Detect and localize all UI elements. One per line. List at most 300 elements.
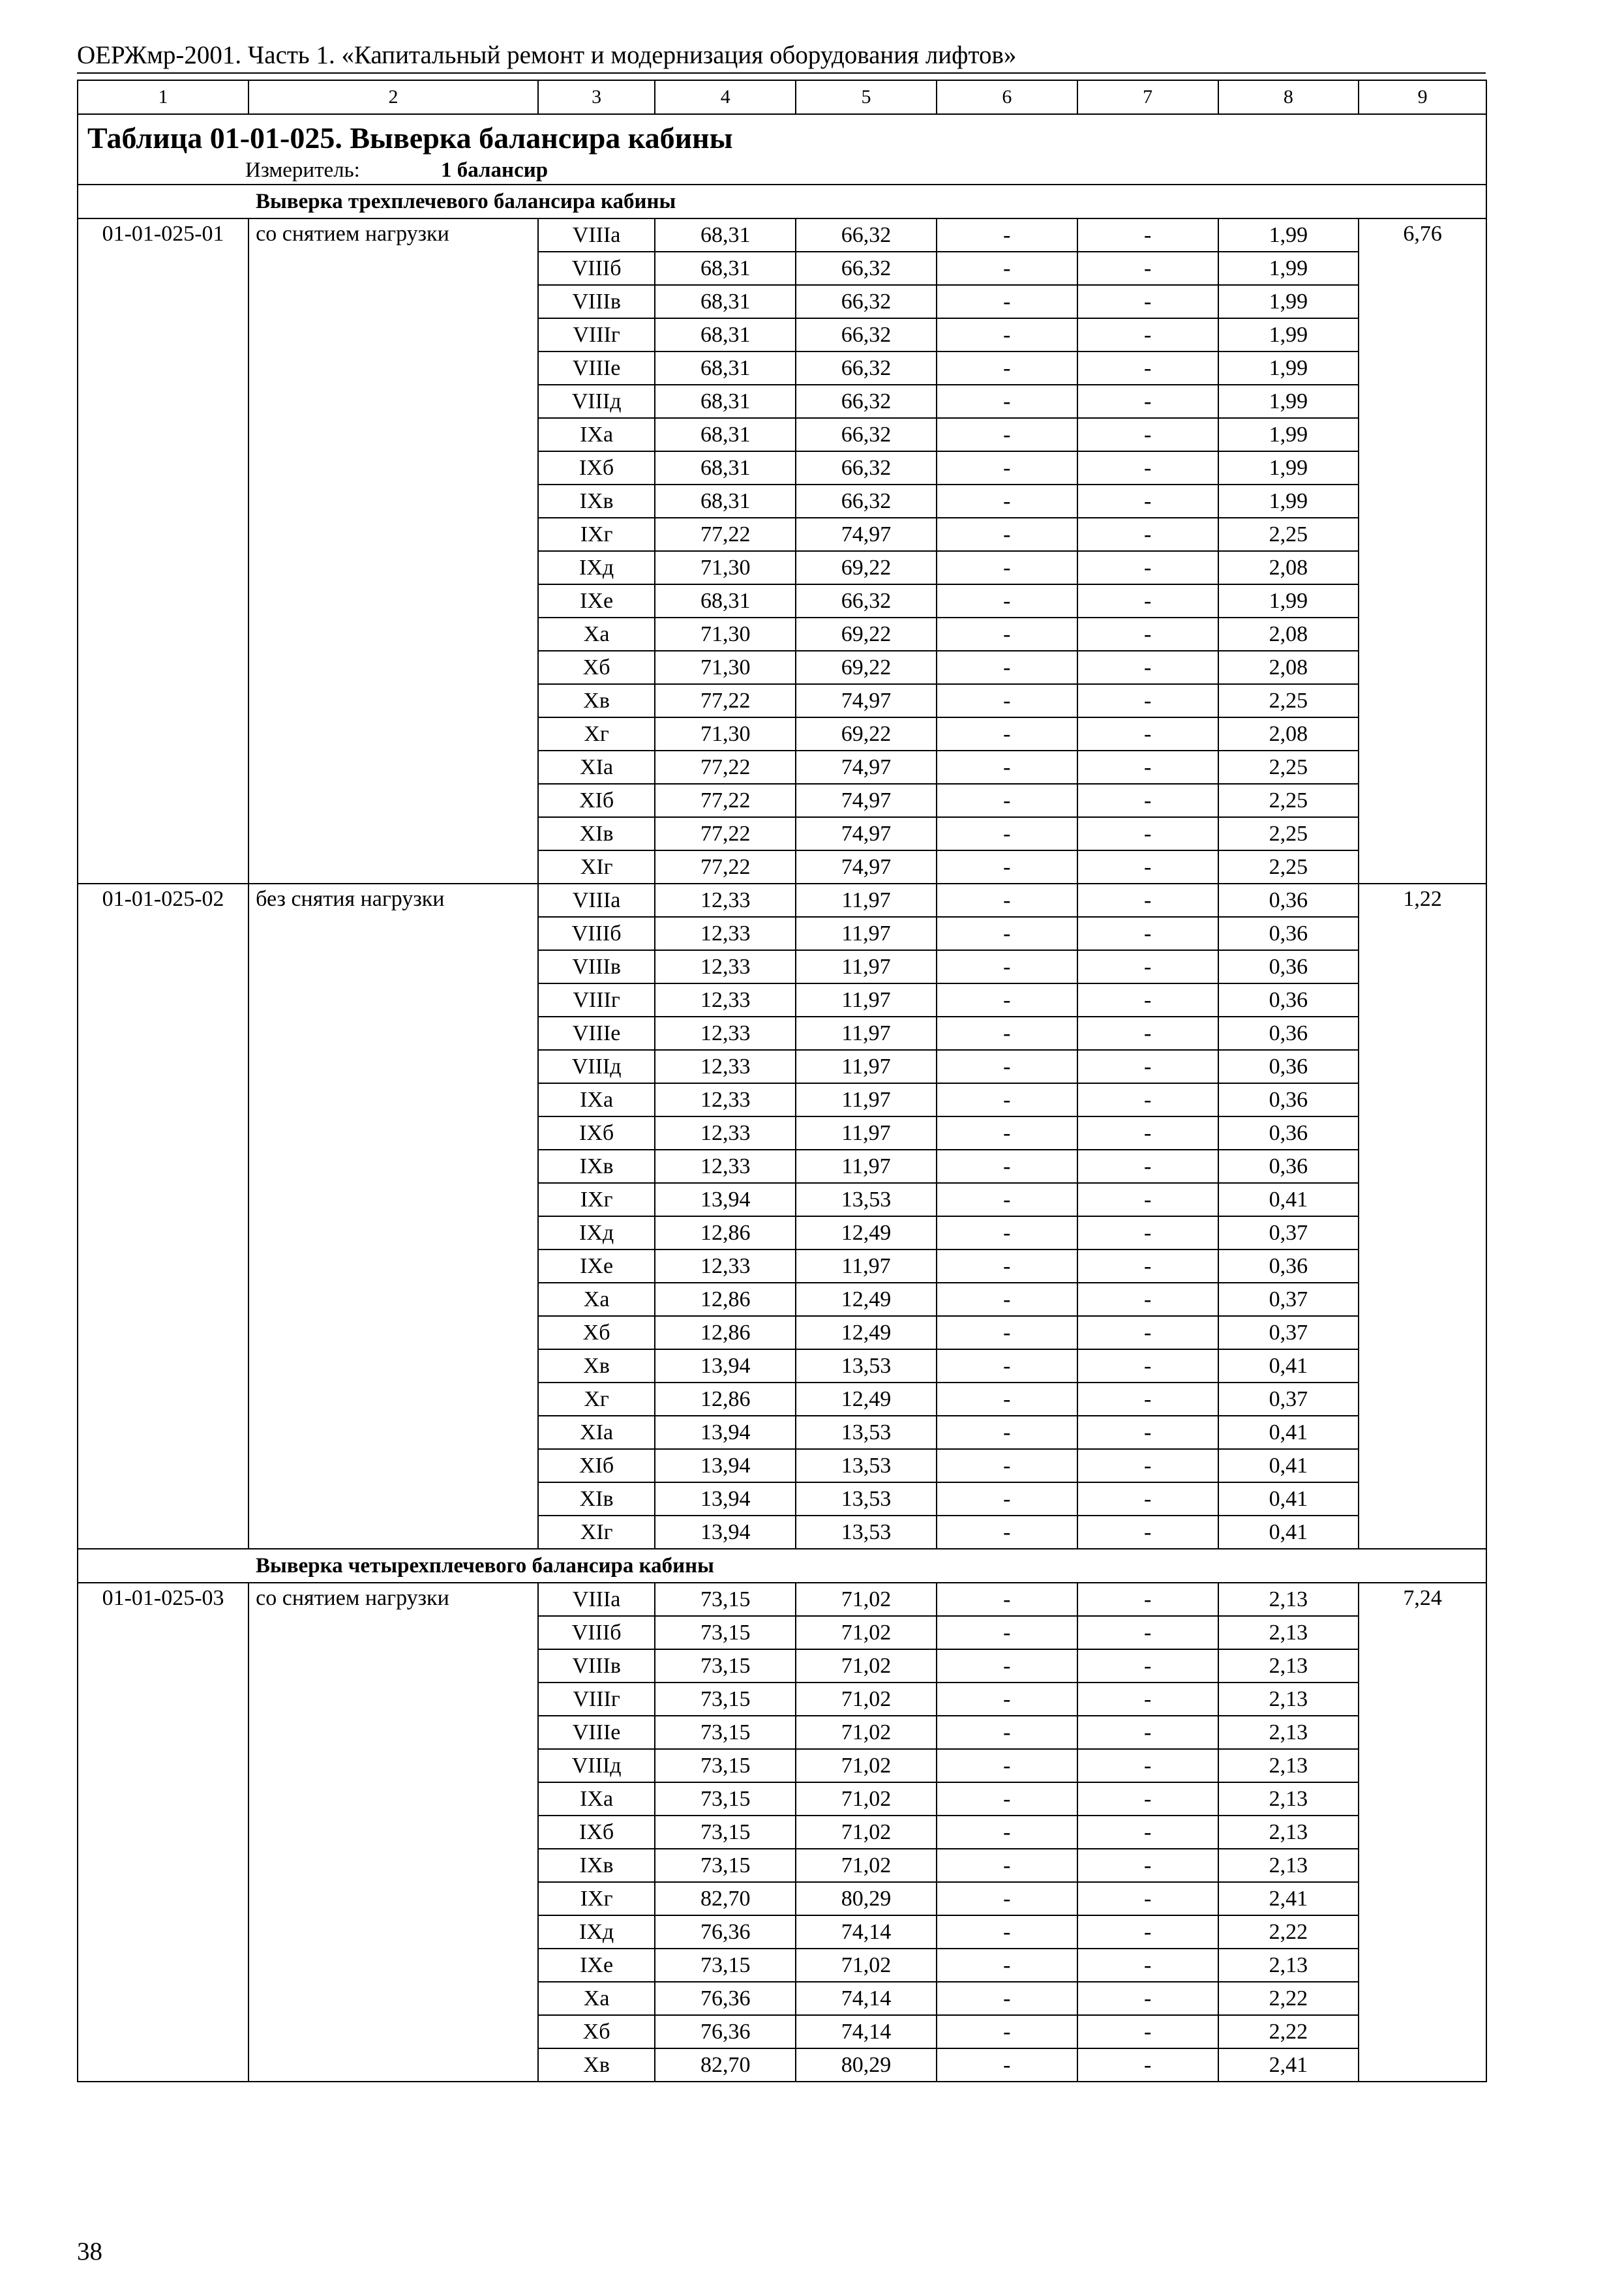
category-cell: IXд [538, 551, 655, 584]
category-cell: XIа [538, 1416, 655, 1449]
wage-cost-cell: 12,49 [796, 1383, 937, 1416]
machinist-wage-cell: - [1077, 1982, 1218, 2015]
category-cell: IXе [538, 1949, 655, 1982]
wage-cost-cell: 11,97 [796, 1116, 937, 1150]
wage-cost-cell: 66,32 [796, 252, 937, 285]
wage-cost-cell: 11,97 [796, 1249, 937, 1283]
machine-cost-cell: - [937, 285, 1077, 318]
materials-cost-cell: 2,08 [1218, 717, 1359, 751]
category-cell: VIIIг [538, 318, 655, 352]
category-cell: VIIIв [538, 285, 655, 318]
total-cost-cell: 13,94 [655, 1449, 796, 1482]
wage-cost-cell: 66,32 [796, 352, 937, 385]
wage-cost-cell: 71,02 [796, 1649, 937, 1683]
machinist-wage-cell: - [1077, 451, 1218, 485]
total-cost-cell: 68,31 [655, 385, 796, 418]
machinist-wage-cell: - [1077, 1583, 1218, 1616]
machine-cost-cell: - [937, 385, 1077, 418]
total-cost-cell: 13,94 [655, 1482, 796, 1516]
machinist-wage-cell: - [1077, 352, 1218, 385]
total-cost-cell: 68,31 [655, 418, 796, 451]
rate-code: 01-01-025-02 [78, 884, 248, 1549]
category-cell: Xв [538, 2048, 655, 2082]
materials-cost-cell: 0,37 [1218, 1216, 1359, 1249]
machinist-wage-cell: - [1077, 1949, 1218, 1982]
materials-cost-cell: 0,36 [1218, 983, 1359, 1017]
materials-cost-cell: 0,41 [1218, 1449, 1359, 1482]
total-cost-cell: 77,22 [655, 684, 796, 717]
materials-cost-cell: 2,13 [1218, 1683, 1359, 1716]
total-cost-cell: 12,86 [655, 1283, 796, 1316]
machinist-wage-cell: - [1077, 1749, 1218, 1782]
materials-cost-cell: 2,13 [1218, 1649, 1359, 1683]
machine-cost-cell: - [937, 1283, 1077, 1316]
machine-cost-cell: - [937, 1749, 1077, 1782]
total-cost-cell: 73,15 [655, 1649, 796, 1683]
table-row [78, 1583, 1486, 1616]
wage-cost-cell: 74,97 [796, 751, 937, 784]
wage-cost-cell: 74,14 [796, 1915, 937, 1949]
column-number: 3 [538, 80, 655, 114]
wage-cost-cell: 69,22 [796, 618, 937, 651]
wage-cost-cell: 74,97 [796, 684, 937, 717]
materials-cost-cell: 2,41 [1218, 2048, 1359, 2082]
machinist-wage-cell: - [1077, 385, 1218, 418]
total-cost-cell: 68,31 [655, 352, 796, 385]
materials-cost-cell: 2,25 [1218, 684, 1359, 717]
wage-cost-cell: 74,97 [796, 784, 937, 817]
wage-cost-cell: 13,53 [796, 1516, 937, 1549]
machine-cost-cell: - [937, 850, 1077, 884]
total-cost-cell: 73,15 [655, 1616, 796, 1649]
machinist-wage-cell: - [1077, 1516, 1218, 1549]
wage-cost-cell: 11,97 [796, 1050, 937, 1083]
wage-cost-cell: 13,53 [796, 1183, 937, 1216]
category-cell: IXв [538, 485, 655, 518]
wage-cost-cell: 66,32 [796, 318, 937, 352]
machinist-wage-cell: - [1077, 584, 1218, 618]
machine-cost-cell: - [937, 218, 1077, 252]
machine-cost-cell: - [937, 1982, 1077, 2015]
wage-cost-cell: 69,22 [796, 651, 937, 684]
machinist-wage-cell: - [1077, 1017, 1218, 1050]
total-cost-cell: 13,94 [655, 1349, 796, 1383]
machine-cost-cell: - [937, 1849, 1077, 1882]
materials-cost-cell: 2,22 [1218, 1982, 1359, 2015]
table-title-row [78, 114, 1486, 185]
materials-cost-cell: 2,13 [1218, 1583, 1359, 1616]
rate-code: 01-01-025-01 [78, 218, 248, 884]
total-cost-cell: 77,22 [655, 850, 796, 884]
wage-cost-cell: 11,97 [796, 950, 937, 983]
rate-code: 01-01-025-03 [78, 1583, 248, 2082]
section-row [78, 1549, 1486, 1583]
wage-cost-cell: 74,14 [796, 2015, 937, 2048]
labor-total: 6,76 [1359, 218, 1486, 884]
materials-cost-cell: 2,13 [1218, 1616, 1359, 1649]
machine-cost-cell: - [937, 1183, 1077, 1216]
materials-cost-cell: 1,99 [1218, 252, 1359, 285]
machinist-wage-cell: - [1077, 1150, 1218, 1183]
category-cell: VIIIд [538, 1749, 655, 1782]
column-number-row [78, 80, 1486, 114]
total-cost-cell: 12,33 [655, 1083, 796, 1116]
machinist-wage-cell: - [1077, 252, 1218, 285]
total-cost-cell: 12,33 [655, 1249, 796, 1283]
machine-cost-cell: - [937, 1017, 1077, 1050]
machinist-wage-cell: - [1077, 651, 1218, 684]
materials-cost-cell: 0,37 [1218, 1383, 1359, 1416]
category-cell: Xа [538, 1982, 655, 2015]
category-cell: IXв [538, 1150, 655, 1183]
total-cost-cell: 73,15 [655, 1782, 796, 1816]
machine-cost-cell: - [937, 451, 1077, 485]
column-number: 5 [796, 80, 937, 114]
rates-table [77, 80, 1487, 2082]
category-cell: XIг [538, 850, 655, 884]
total-cost-cell: 77,22 [655, 817, 796, 850]
category-cell: IXг [538, 1882, 655, 1915]
machinist-wage-cell: - [1077, 983, 1218, 1017]
category-cell: XIг [538, 1516, 655, 1549]
total-cost-cell: 73,15 [655, 1583, 796, 1616]
machine-cost-cell: - [937, 1915, 1077, 1949]
machinist-wage-cell: - [1077, 1283, 1218, 1316]
total-cost-cell: 76,36 [655, 1982, 796, 2015]
machine-cost-cell: - [937, 518, 1077, 551]
column-number: 4 [655, 80, 796, 114]
machinist-wage-cell: - [1077, 1849, 1218, 1882]
machinist-wage-cell: - [1077, 917, 1218, 950]
total-cost-cell: 12,33 [655, 983, 796, 1017]
machine-cost-cell: - [937, 983, 1077, 1017]
machinist-wage-cell: - [1077, 1383, 1218, 1416]
wage-cost-cell: 11,97 [796, 917, 937, 950]
wage-cost-cell: 11,97 [796, 1150, 937, 1183]
materials-cost-cell: 2,13 [1218, 1949, 1359, 1982]
materials-cost-cell: 0,36 [1218, 950, 1359, 983]
column-number: 1 [78, 80, 248, 114]
machine-cost-cell: - [937, 817, 1077, 850]
machinist-wage-cell: - [1077, 784, 1218, 817]
machinist-wage-cell: - [1077, 1482, 1218, 1516]
machine-cost-cell: - [937, 1383, 1077, 1416]
machine-cost-cell: - [937, 1316, 1077, 1349]
column-number: 2 [248, 80, 538, 114]
machinist-wage-cell: - [1077, 817, 1218, 850]
wage-cost-cell: 12,49 [796, 1216, 937, 1249]
wage-cost-cell: 74,14 [796, 1982, 937, 2015]
machine-cost-cell: - [937, 1949, 1077, 1982]
category-cell: XIб [538, 784, 655, 817]
materials-cost-cell: 2,13 [1218, 1749, 1359, 1782]
wage-cost-cell: 74,97 [796, 817, 937, 850]
total-cost-cell: 68,31 [655, 252, 796, 285]
section-title: Выверка четырехплечевого балансира кабины [78, 1549, 1486, 1583]
machine-cost-cell: - [937, 1583, 1077, 1616]
wage-cost-cell: 13,53 [796, 1416, 937, 1449]
wage-cost-cell: 71,02 [796, 1749, 937, 1782]
wage-cost-cell: 71,02 [796, 1583, 937, 1616]
machine-cost-cell: - [937, 1782, 1077, 1816]
category-cell: Xв [538, 1349, 655, 1383]
wage-cost-cell: 66,32 [796, 285, 937, 318]
machinist-wage-cell: - [1077, 1216, 1218, 1249]
machinist-wage-cell: - [1077, 1083, 1218, 1116]
wage-cost-cell: 11,97 [796, 983, 937, 1017]
category-cell: VIIIв [538, 1649, 655, 1683]
machinist-wage-cell: - [1077, 1116, 1218, 1150]
category-cell: Xб [538, 2015, 655, 2048]
machinist-wage-cell: - [1077, 684, 1218, 717]
machinist-wage-cell: - [1077, 1349, 1218, 1383]
total-cost-cell: 68,31 [655, 485, 796, 518]
labor-total: 7,24 [1359, 1583, 1486, 2082]
category-cell: IXд [538, 1915, 655, 1949]
materials-cost-cell: 1,99 [1218, 485, 1359, 518]
wage-cost-cell: 66,32 [796, 418, 937, 451]
wage-cost-cell: 74,97 [796, 850, 937, 884]
total-cost-cell: 12,33 [655, 1017, 796, 1050]
total-cost-cell: 71,30 [655, 551, 796, 584]
wage-cost-cell: 13,53 [796, 1482, 937, 1516]
category-cell: VIIIг [538, 1683, 655, 1716]
document-header-title: ОЕРЖмр-2001. Часть 1. «Капитальный ремонт и модернизация оборудования лифтов» [77, 41, 1017, 69]
total-cost-cell: 73,15 [655, 1949, 796, 1982]
machinist-wage-cell: - [1077, 1249, 1218, 1283]
table-title: Таблица 01-01-025. Выверка балансира кабины [87, 121, 733, 155]
machine-cost-cell: - [937, 485, 1077, 518]
total-cost-cell: 68,31 [655, 218, 796, 252]
total-cost-cell: 12,33 [655, 1116, 796, 1150]
category-cell: IXб [538, 1816, 655, 1849]
category-cell: XIб [538, 1449, 655, 1482]
category-cell: Xа [538, 1283, 655, 1316]
category-cell: Xг [538, 717, 655, 751]
materials-cost-cell: 2,13 [1218, 1716, 1359, 1749]
wage-cost-cell: 11,97 [796, 1083, 937, 1116]
machine-cost-cell: - [937, 418, 1077, 451]
table-row [78, 884, 1486, 917]
machinist-wage-cell: - [1077, 551, 1218, 584]
category-cell: VIIIа [538, 1583, 655, 1616]
materials-cost-cell: 1,99 [1218, 352, 1359, 385]
machinist-wage-cell: - [1077, 1050, 1218, 1083]
machine-cost-cell: - [937, 584, 1077, 618]
category-cell: XIв [538, 1482, 655, 1516]
wage-cost-cell: 71,02 [796, 1949, 937, 1982]
materials-cost-cell: 2,22 [1218, 1915, 1359, 1949]
wage-cost-cell: 12,49 [796, 1316, 937, 1349]
wage-cost-cell: 66,32 [796, 385, 937, 418]
total-cost-cell: 77,22 [655, 751, 796, 784]
machine-cost-cell: - [937, 684, 1077, 717]
column-number: 6 [937, 80, 1077, 114]
machine-cost-cell: - [937, 2048, 1077, 2082]
wage-cost-cell: 71,02 [796, 1782, 937, 1816]
total-cost-cell: 77,22 [655, 518, 796, 551]
category-cell: Xб [538, 1316, 655, 1349]
machine-cost-cell: - [937, 1716, 1077, 1749]
materials-cost-cell: 2,22 [1218, 2015, 1359, 2048]
machine-cost-cell: - [937, 1116, 1077, 1150]
machinist-wage-cell: - [1077, 1882, 1218, 1915]
total-cost-cell: 12,33 [655, 1050, 796, 1083]
header-divider [77, 72, 1486, 74]
total-cost-cell: 73,15 [655, 1716, 796, 1749]
column-number: 8 [1218, 80, 1359, 114]
total-cost-cell: 71,30 [655, 618, 796, 651]
wage-cost-cell: 66,32 [796, 485, 937, 518]
machine-cost-cell: - [937, 1050, 1077, 1083]
wage-cost-cell: 71,02 [796, 1616, 937, 1649]
wage-cost-cell: 71,02 [796, 1816, 937, 1849]
materials-cost-cell: 2,25 [1218, 817, 1359, 850]
machinist-wage-cell: - [1077, 1915, 1218, 1949]
total-cost-cell: 82,70 [655, 1882, 796, 1915]
materials-cost-cell: 0,36 [1218, 884, 1359, 917]
machine-cost-cell: - [937, 618, 1077, 651]
materials-cost-cell: 0,41 [1218, 1482, 1359, 1516]
total-cost-cell: 12,33 [655, 917, 796, 950]
machinist-wage-cell: - [1077, 618, 1218, 651]
category-cell: VIIIа [538, 218, 655, 252]
materials-cost-cell: 1,99 [1218, 418, 1359, 451]
wage-cost-cell: 71,02 [796, 1716, 937, 1749]
materials-cost-cell: 1,99 [1218, 385, 1359, 418]
category-cell: IXа [538, 1782, 655, 1816]
total-cost-cell: 68,31 [655, 584, 796, 618]
category-cell: VIIIб [538, 1616, 655, 1649]
machine-cost-cell: - [937, 950, 1077, 983]
total-cost-cell: 82,70 [655, 2048, 796, 2082]
table-row [78, 218, 1486, 252]
category-cell: VIIIв [538, 950, 655, 983]
category-cell: VIIIд [538, 385, 655, 418]
column-number: 7 [1077, 80, 1218, 114]
machinist-wage-cell: - [1077, 1416, 1218, 1449]
total-cost-cell: 68,31 [655, 285, 796, 318]
rate-name: без снятия нагрузки [248, 884, 538, 1549]
materials-cost-cell: 0,36 [1218, 1017, 1359, 1050]
materials-cost-cell: 0,36 [1218, 1050, 1359, 1083]
category-cell: VIIIд [538, 1050, 655, 1083]
wage-cost-cell: 13,53 [796, 1349, 937, 1383]
category-cell: IXд [538, 1216, 655, 1249]
total-cost-cell: 13,94 [655, 1516, 796, 1549]
machinist-wage-cell: - [1077, 1183, 1218, 1216]
measure-line [87, 158, 1477, 183]
machinist-wage-cell: - [1077, 1816, 1218, 1849]
wage-cost-cell: 71,02 [796, 1683, 937, 1716]
machine-cost-cell: - [937, 1683, 1077, 1716]
total-cost-cell: 12,33 [655, 884, 796, 917]
wage-cost-cell: 69,22 [796, 717, 937, 751]
materials-cost-cell: 2,08 [1218, 651, 1359, 684]
materials-cost-cell: 0,41 [1218, 1416, 1359, 1449]
materials-cost-cell: 2,25 [1218, 850, 1359, 884]
category-cell: IXг [538, 1183, 655, 1216]
machine-cost-cell: - [937, 884, 1077, 917]
materials-cost-cell: 0,36 [1218, 1249, 1359, 1283]
wage-cost-cell: 12,49 [796, 1283, 937, 1316]
total-cost-cell: 73,15 [655, 1849, 796, 1882]
total-cost-cell: 12,33 [655, 1150, 796, 1183]
materials-cost-cell: 0,36 [1218, 1150, 1359, 1183]
materials-cost-cell: 0,37 [1218, 1283, 1359, 1316]
machinist-wage-cell: - [1077, 1782, 1218, 1816]
materials-cost-cell: 2,13 [1218, 1849, 1359, 1882]
category-cell: IXе [538, 584, 655, 618]
total-cost-cell: 71,30 [655, 651, 796, 684]
machinist-wage-cell: - [1077, 218, 1218, 252]
wage-cost-cell: 80,29 [796, 2048, 937, 2082]
machinist-wage-cell: - [1077, 850, 1218, 884]
category-cell: VIIIб [538, 917, 655, 950]
machine-cost-cell: - [937, 252, 1077, 285]
wage-cost-cell: 71,02 [796, 1849, 937, 1882]
category-cell: IXг [538, 518, 655, 551]
page-number: 38 [77, 2237, 102, 2266]
total-cost-cell: 76,36 [655, 2015, 796, 2048]
materials-cost-cell: 2,08 [1218, 551, 1359, 584]
machinist-wage-cell: - [1077, 1716, 1218, 1749]
machine-cost-cell: - [937, 2015, 1077, 2048]
materials-cost-cell: 1,99 [1218, 285, 1359, 318]
total-cost-cell: 73,15 [655, 1683, 796, 1716]
wage-cost-cell: 66,32 [796, 451, 937, 485]
materials-cost-cell: 1,99 [1218, 218, 1359, 252]
materials-cost-cell: 2,41 [1218, 1882, 1359, 1915]
materials-cost-cell: 0,41 [1218, 1349, 1359, 1383]
category-cell: VIIIа [538, 884, 655, 917]
table-title-cell [78, 114, 1486, 185]
materials-cost-cell: 1,99 [1218, 584, 1359, 618]
machinist-wage-cell: - [1077, 518, 1218, 551]
total-cost-cell: 68,31 [655, 451, 796, 485]
section-title: Выверка трехплечевого балансира кабины [78, 185, 1486, 218]
category-cell: IXв [538, 1849, 655, 1882]
materials-cost-cell: 0,36 [1218, 917, 1359, 950]
total-cost-cell: 77,22 [655, 784, 796, 817]
rate-name: со снятием нагрузки [248, 218, 538, 884]
total-cost-cell: 12,86 [655, 1316, 796, 1349]
machinist-wage-cell: - [1077, 950, 1218, 983]
machine-cost-cell: - [937, 1449, 1077, 1482]
total-cost-cell: 76,36 [655, 1915, 796, 1949]
machine-cost-cell: - [937, 1416, 1077, 1449]
total-cost-cell: 13,94 [655, 1183, 796, 1216]
wage-cost-cell: 13,53 [796, 1449, 937, 1482]
wage-cost-cell: 11,97 [796, 884, 937, 917]
machinist-wage-cell: - [1077, 318, 1218, 352]
machinist-wage-cell: - [1077, 485, 1218, 518]
materials-cost-cell: 2,13 [1218, 1816, 1359, 1849]
measure-label: Измеритель: [245, 158, 360, 182]
materials-cost-cell: 0,37 [1218, 1316, 1359, 1349]
machinist-wage-cell: - [1077, 1316, 1218, 1349]
total-cost-cell: 12,33 [655, 950, 796, 983]
category-cell: VIIIг [538, 983, 655, 1017]
materials-cost-cell: 1,99 [1218, 318, 1359, 352]
materials-cost-cell: 1,99 [1218, 451, 1359, 485]
column-number: 9 [1359, 80, 1486, 114]
machine-cost-cell: - [937, 1216, 1077, 1249]
category-cell: IXе [538, 1249, 655, 1283]
machinist-wage-cell: - [1077, 418, 1218, 451]
total-cost-cell: 12,86 [655, 1216, 796, 1249]
materials-cost-cell: 2,25 [1218, 518, 1359, 551]
